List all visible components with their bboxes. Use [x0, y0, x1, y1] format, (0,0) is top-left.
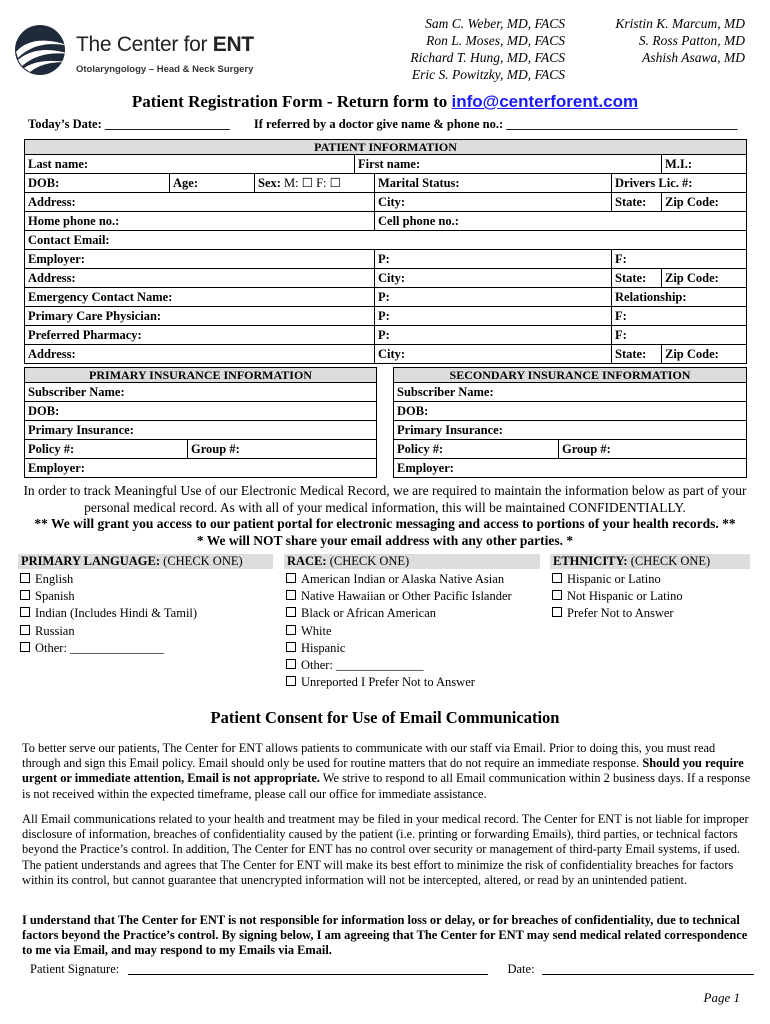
secondary-dob-field[interactable]: DOB: [394, 402, 747, 421]
race-option[interactable]: Hispanic [284, 640, 540, 657]
checkbox-icon[interactable] [286, 642, 296, 652]
mi-field[interactable]: M.I.: [662, 155, 747, 174]
swirl-logo-icon [14, 22, 72, 78]
signature-field[interactable] [128, 974, 488, 975]
checkbox-icon[interactable] [552, 573, 562, 583]
checkbox-icon[interactable] [20, 573, 30, 583]
pharmacy-zip-field[interactable]: Zip Code: [662, 345, 747, 364]
meaningful-use-notice: In order to track Meaningful Use of our Electronic Medical Record, we are required to maintain the information below as part of your personal medical record. As with all of your medical information, this will be maintained CONFIDENTIALLY. ** We will grant you access to our patient portal for electronic messaging and access to portions of your health records. ** * We will NOT share your email address with any other parties. * [23, 483, 747, 548]
date-referral-line [28, 117, 738, 132]
cell-phone-field[interactable]: Cell phone no.: [375, 212, 747, 231]
city-field[interactable]: City: [375, 193, 612, 212]
doctors-list-right: Kristin K. Marcum, MD S. Ross Patton, MD Ashish Asawa, MD [615, 16, 745, 65]
age-field[interactable]: Age: [170, 174, 255, 193]
pcp-phone-field[interactable]: P: [375, 307, 612, 326]
emergency-contact-field[interactable]: Emergency Contact Name: [25, 288, 375, 307]
checkbox-icon[interactable] [286, 590, 296, 600]
consent-paragraph-3: I understand that The Center for ENT is not responsible for information loss or delay, or for breaches of confidentiality, due to technical factors beyond the Practice’s control. By signing below, I am agreeing that The Center for ENT may send medical related correspondence to me via Email, and may respond to my Emails via Email. [22, 913, 748, 958]
form-title: Patient Registration Form - Return form to info@centerforent.com [131, 92, 639, 111]
todays-date-field[interactable]: Today’s Date: ____________________ [28, 117, 230, 131]
employer-city-field[interactable]: City: [375, 269, 612, 288]
secondary-policy-field[interactable]: Policy #: [394, 440, 559, 459]
state-field[interactable]: State: [612, 193, 662, 212]
employer-address-field[interactable]: Address: [25, 269, 375, 288]
language-option[interactable]: Russian [18, 623, 273, 640]
doctors-list-left: Sam C. Weber, MD, FACS Ron L. Moses, MD, FACS Richard T. Hung, MD, FACS Eric S. Powitzky, MD, FACS [410, 16, 565, 82]
secondary-insurance-field[interactable]: Primary Insurance: [394, 421, 747, 440]
primary-group-field[interactable]: Group #: [188, 440, 377, 459]
checkbox-icon[interactable] [20, 590, 30, 600]
race-option[interactable]: Native Hawaiian or Other Pacific Islander [284, 588, 540, 605]
checkbox-icon[interactable] [286, 676, 296, 686]
race-section [284, 554, 540, 691]
checkbox-icon[interactable] [20, 642, 30, 652]
consent-paragraph-2: All Email communications related to your health and treatment may be filed in your medical record. The Center for ENT is not liable for improper disclosure of information, breaches of confidentiality caused by the patient (i.e. printing or forwarding Emails), third parties, or technical factors beyond the Practice’s control. In addition, The Center for ENT has no control over security or management of third-party Email systems, if used. The patient understands and agrees that The Center for ENT will make its best effort to minimize the risk of confidentiality breaches for factors within its control, but cannot guarantee that unencrypted information will not be intercepted, altered, or read by an unintended patient. [22, 812, 749, 887]
patient-info-table [24, 139, 747, 364]
ethnicity-option[interactable]: Prefer Not to Answer [550, 605, 750, 622]
race-header: RACE: (CHECK ONE) [284, 554, 540, 569]
checkbox-icon[interactable] [286, 659, 296, 669]
language-option[interactable]: Spanish [18, 588, 273, 605]
secondary-group-field[interactable]: Group #: [559, 440, 747, 459]
ethnicity-option[interactable]: Not Hispanic or Latino [550, 588, 750, 605]
race-option[interactable]: Black or African American [284, 605, 540, 622]
first-name-field[interactable]: First name: [355, 155, 662, 174]
zip-field[interactable]: Zip Code: [662, 193, 747, 212]
employer-fax-field[interactable]: F: [612, 250, 747, 269]
address-field[interactable]: Address: [25, 193, 375, 212]
secondary-insurance-header: SECONDARY INSURANCE INFORMATION [394, 368, 747, 383]
language-option[interactable]: English [18, 571, 273, 588]
pcp-field[interactable]: Primary Care Physician: [25, 307, 375, 326]
emergency-phone-field[interactable]: P: [375, 288, 612, 307]
ethnicity-section [550, 554, 750, 623]
patient-info-header: PATIENT INFORMATION [25, 140, 747, 155]
page-number: Page 1 [703, 990, 740, 1005]
pharmacy-address-field[interactable]: Address: [25, 345, 375, 364]
language-option[interactable]: Other: _______________ [18, 640, 273, 657]
race-option[interactable]: Unreported I Prefer Not to Answer [284, 674, 540, 691]
checkbox-icon[interactable] [286, 607, 296, 617]
checkbox-icon[interactable] [286, 625, 296, 635]
primary-language-section [18, 554, 273, 657]
primary-employer-field[interactable]: Employer: [25, 459, 377, 478]
signature-label: Patient Signature: [30, 962, 120, 976]
primary-dob-field[interactable]: DOB: [25, 402, 377, 421]
sex-field[interactable]: Sex: M: ☐ F: ☐ [255, 174, 375, 193]
marital-status-field[interactable]: Marital Status: [375, 174, 612, 193]
logo-subtitle: Otolaryngology – Head & Neck Surgery [76, 64, 254, 75]
primary-insurance-header: PRIMARY INSURANCE INFORMATION [25, 368, 377, 383]
logo-title: The Center for ENT [76, 33, 254, 56]
consent-paragraph-1: To better serve our patients, The Center for ENT allows patients to communicate with our staff via Email. Prior to doing this, you must read through and sign this Email policy. Email should only be used for routine matters that do not require an immediate response. Should you require urgent or immediate attention, Email is not appropriate. We strive to respond to all Email communication within 2 business days. If a response is not received within the expected timeframe, please call our office for immediate assistance. [22, 741, 751, 801]
pharmacy-city-field[interactable]: City: [375, 345, 612, 364]
checkbox-icon[interactable] [552, 590, 562, 600]
drivers-license-field[interactable]: Drivers Lic. #: [612, 174, 747, 193]
pharmacy-state-field[interactable]: State: [612, 345, 662, 364]
secondary-insurance-table [393, 367, 747, 478]
date-field[interactable] [542, 974, 754, 975]
checkbox-icon[interactable] [286, 573, 296, 583]
employer-state-field[interactable]: State: [612, 269, 662, 288]
ethnicity-option[interactable]: Hispanic or Latino [550, 571, 750, 588]
primary-subscriber-field[interactable]: Subscriber Name: [25, 383, 377, 402]
secondary-employer-field[interactable]: Employer: [394, 459, 747, 478]
pharmacy-phone-field[interactable]: P: [375, 326, 612, 345]
employer-zip-field[interactable]: Zip Code: [662, 269, 747, 288]
home-phone-field[interactable]: Home phone no.: [25, 212, 375, 231]
return-email-link[interactable]: info@centerforent.com [451, 92, 639, 111]
primary-language-header: PRIMARY LANGUAGE: (CHECK ONE) [18, 554, 273, 569]
ent-logo [14, 22, 274, 82]
primary-insurance-field[interactable]: Primary Insurance: [25, 421, 377, 440]
signature-line [30, 962, 754, 977]
primary-insurance-table [24, 367, 377, 478]
checkbox-icon[interactable] [20, 625, 30, 635]
pcp-fax-field[interactable]: F: [612, 307, 747, 326]
secondary-subscriber-field[interactable]: Subscriber Name: [394, 383, 747, 402]
dob-field[interactable]: DOB: [25, 174, 170, 193]
consent-title: Patient Consent for Use of Email Communication [210, 708, 560, 727]
contact-email-field[interactable]: Contact Email: [25, 231, 747, 250]
race-option[interactable]: White [284, 623, 540, 640]
employer-field[interactable]: Employer: [25, 250, 375, 269]
pharmacy-field[interactable]: Preferred Pharmacy: [25, 326, 375, 345]
pharmacy-fax-field[interactable]: F: [612, 326, 747, 345]
race-option[interactable]: American Indian or Alaska Native Asian [284, 571, 540, 588]
ethnicity-header: ETHNICITY: (CHECK ONE) [550, 554, 750, 569]
race-option[interactable]: Other: ______________ [284, 657, 540, 674]
employer-phone-field[interactable]: P: [375, 250, 612, 269]
last-name-field[interactable]: Last name: [25, 155, 355, 174]
relationship-field[interactable]: Relationship: [612, 288, 747, 307]
primary-policy-field[interactable]: Policy #: [25, 440, 188, 459]
date-label: Date: [507, 962, 535, 976]
checkbox-icon[interactable] [20, 607, 30, 617]
checkbox-icon[interactable] [552, 607, 562, 617]
language-option[interactable]: Indian (Includes Hindi & Tamil) [18, 605, 273, 622]
referral-field[interactable]: If referred by a doctor give name & phone no.: _____________________________________ [253, 117, 738, 131]
